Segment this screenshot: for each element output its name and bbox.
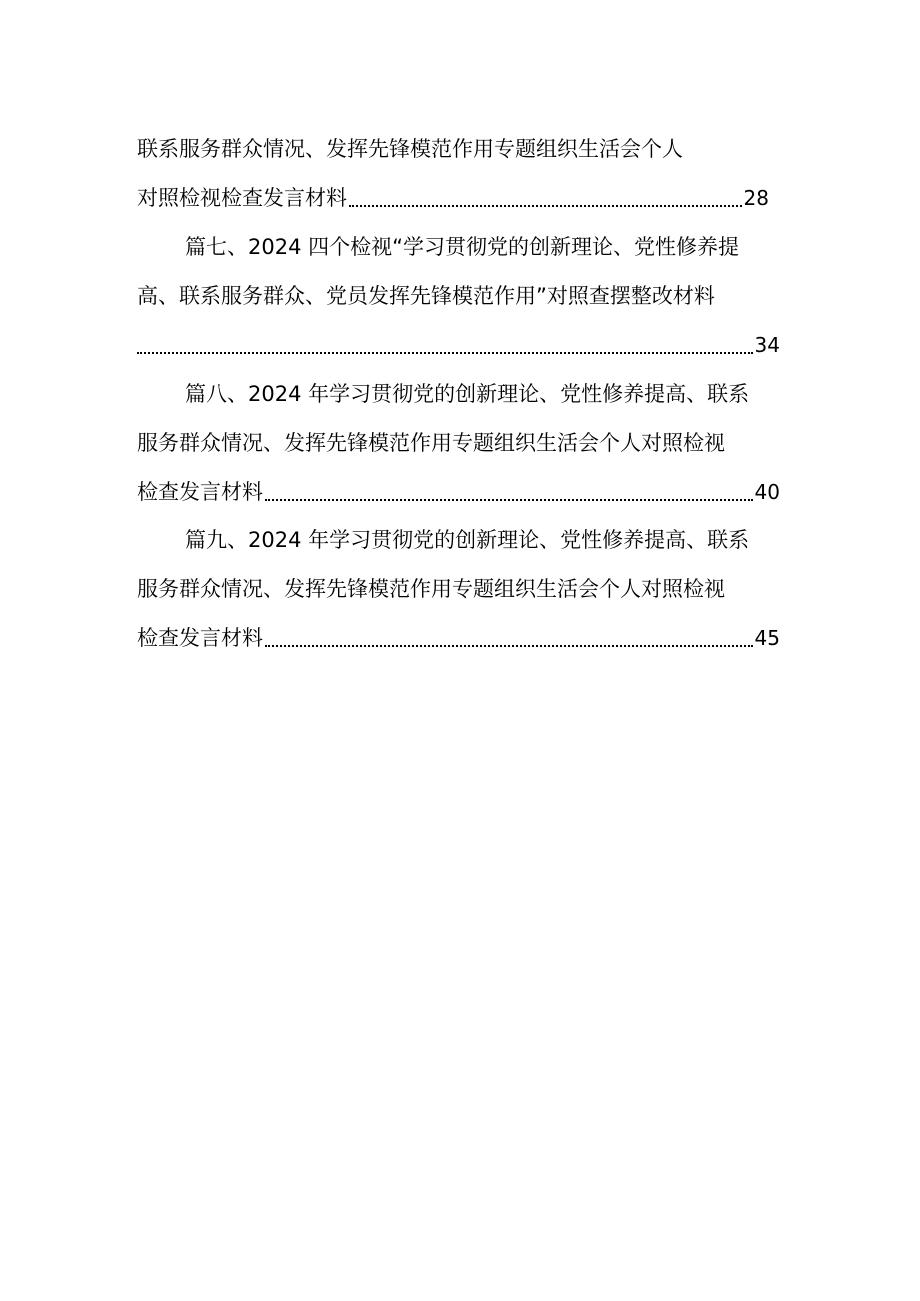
- toc-entry-7-line-3: [137, 327, 780, 363]
- toc-entry-6-line-1: 联系服务群众情况、发挥先锋模范作用专题组织生活会个人: [137, 137, 683, 161]
- toc-dot-leader: [265, 474, 753, 510]
- toc-entry-9-title-end: 检查发言材料: [137, 626, 263, 650]
- toc-entry-8-line-2: 服务群众情况、发挥先锋模范作用专题组织生活会个人对照检视: [137, 431, 725, 455]
- toc-entry-7-line-1: 篇七、2024 四个检视“学习贯彻党的创新理论、党性修养提: [185, 235, 739, 259]
- toc-entry-7-line-2: 高、联系服务群众、党员发挥先锋模范作用”对照查摆整改材料: [137, 284, 715, 308]
- toc-entry-8-page-number: 40: [754, 480, 780, 504]
- toc-entry-9-line-3: [137, 620, 780, 656]
- toc-dot-leader: [137, 327, 753, 363]
- toc-entry-9-line-2: 服务群众情况、发挥先锋模范作用专题组织生活会个人对照检视: [137, 577, 725, 601]
- toc-entry-8-line-3: [137, 474, 780, 510]
- toc-entry-6-page-number: 28: [743, 186, 769, 210]
- toc-entry-6-line-2: [137, 180, 769, 216]
- toc-dot-leader: [265, 620, 753, 656]
- toc-entry-9-page-number: 45: [754, 626, 780, 650]
- toc-dot-leader: [349, 180, 742, 216]
- toc-entry-8-line-1: 篇八、2024 年学习贯彻党的创新理论、党性修养提高、联系: [185, 382, 750, 406]
- toc-entry-8-title-end: 检查发言材料: [137, 480, 263, 504]
- toc-entry-9-line-1: 篇九、2024 年学习贯彻党的创新理论、党性修养提高、联系: [185, 528, 750, 552]
- toc-entry-6-title-end: 对照检视检查发言材料: [137, 186, 347, 210]
- toc-entry-7-page-number: 34: [754, 333, 780, 357]
